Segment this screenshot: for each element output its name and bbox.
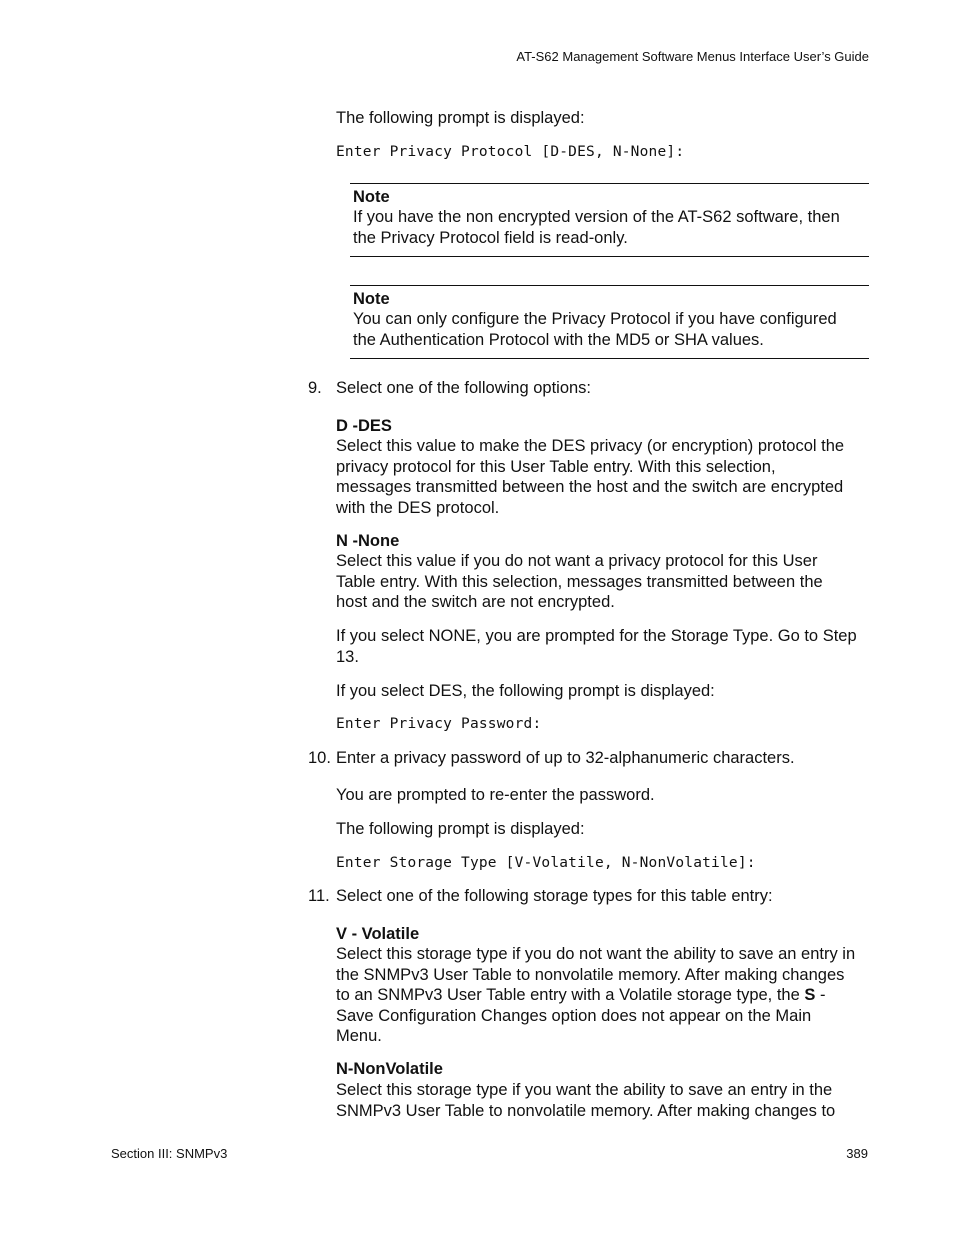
step-number: 11. [308, 887, 330, 905]
paragraph: If you select DES, the following prompt is displayed: [336, 682, 715, 700]
note-title: Note [353, 290, 390, 308]
paragraph: You are prompted to re-enter the password. [336, 786, 655, 804]
code-privacy-protocol: Enter Privacy Protocol [D-DES, N-None]: [336, 144, 685, 160]
note-box [350, 183, 869, 257]
option-description: Select this value to make the DES privacy (or encryption) protocol the privacy protocol for this User Table entry. With this selection, messages transmitted between the host and the switch are encrypted with the DES protocol. [336, 437, 845, 517]
footer-section: Section III: SNMPv3 [111, 1146, 228, 1161]
note-title: Note [353, 188, 390, 206]
option-description: Select this value if you do not want a privacy protocol for this User Table entry. With this selection, messages transmitted between the host and the switch are not encrypted. [336, 552, 823, 611]
note-line: You can only configure the Privacy Protocol if you have configured [353, 310, 837, 328]
code-storage-type: Enter Storage Type [V-Volatile, N-NonVolatile]: [336, 855, 756, 871]
step-text: Enter a privacy password of up to 32-alphanumeric characters. [336, 749, 795, 767]
step-text: Select one of the following options: [336, 379, 592, 397]
note-line: the Privacy Protocol field is read-only. [353, 228, 628, 247]
step-number: 9. [308, 379, 322, 397]
step-number: 10. [308, 749, 331, 767]
option-description: Select this storage type if you want the ability to save an entry in the SNMPv3 User Table to nonvolatile memory. After making changes to [336, 1081, 836, 1120]
note-box [350, 285, 869, 359]
note-line: If you have the non encrypted version of the AT-S62 software, then [353, 208, 840, 226]
option-title: D -DES [336, 417, 392, 435]
running-header: AT-S62 Management Software Menus Interface User’s Guide [516, 49, 869, 64]
page-number: 389 [846, 1146, 868, 1161]
note-line: the Authentication Protocol with the MD5 or SHA values. [353, 330, 764, 349]
option-title: N-NonVolatile [336, 1060, 443, 1078]
prompt-intro-text: The following prompt is displayed: [336, 109, 585, 127]
step-text: Select one of the following storage types for this table entry: [336, 887, 773, 905]
code-privacy-password: Enter Privacy Password: [336, 716, 542, 732]
option-description: Select this storage type if you do not want the ability to save an entry in the SNMPv3 User Table to nonvolatile memory. After making changes to an SNMPv3 User Table entry with a Volatile storage type, the S - Save Configuration Changes option does not appear on the Main Menu. [336, 945, 856, 1045]
paragraph: The following prompt is displayed: [336, 820, 585, 838]
paragraph: If you select NONE, you are prompted for the Storage Type. Go to Step 13. [336, 627, 857, 666]
option-title: V - Volatile [336, 925, 420, 943]
option-title: N -None [336, 532, 400, 550]
